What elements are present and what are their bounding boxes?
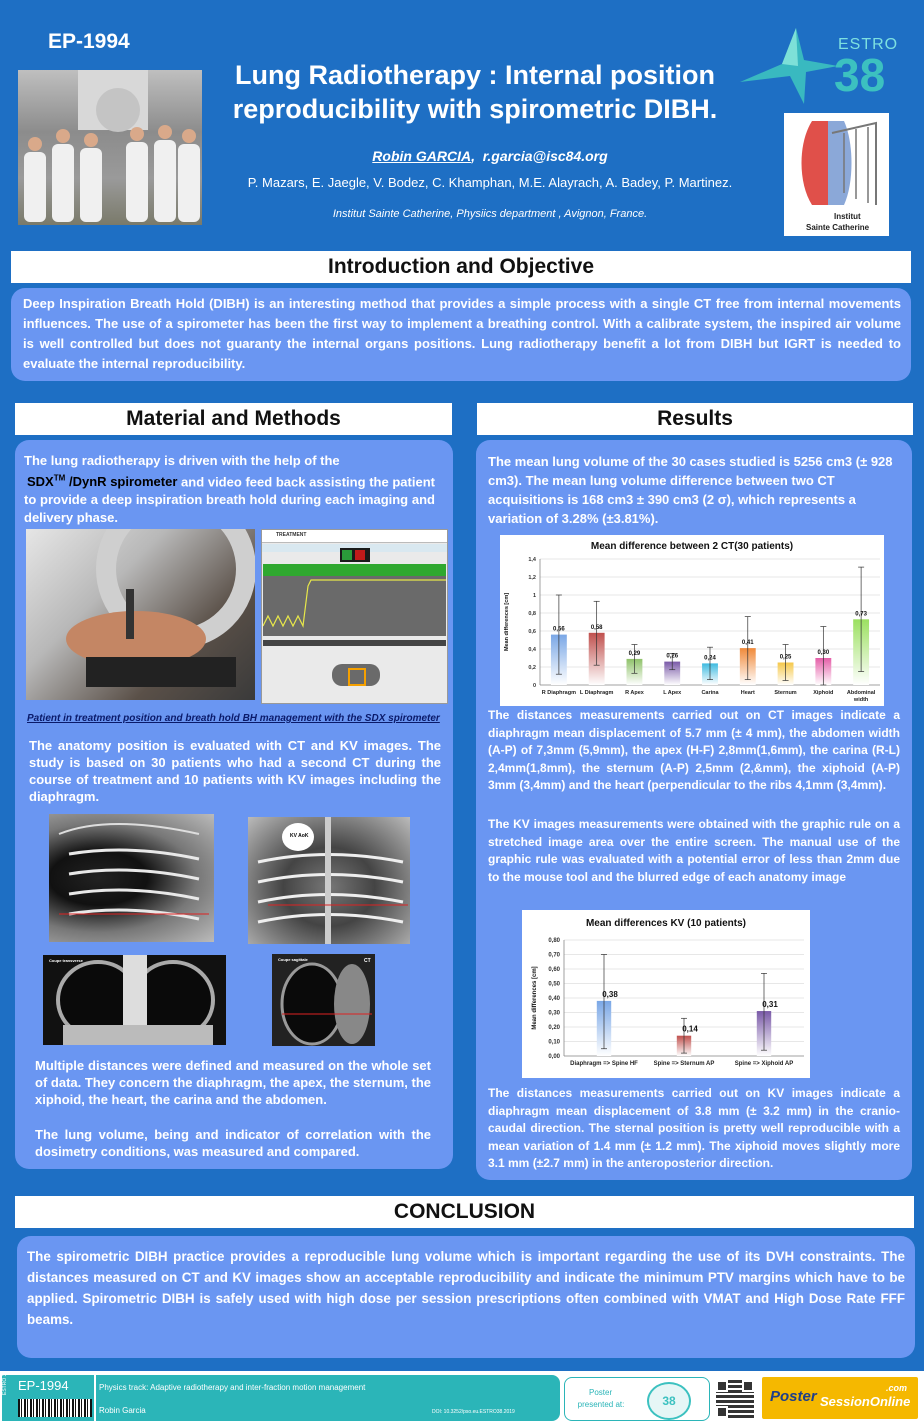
institut-logo-graphic — [784, 113, 889, 213]
x-tick-label: R Apex — [625, 690, 644, 696]
y-tick-label: 0,30 — [548, 1010, 560, 1017]
kv-ap-illustration — [248, 817, 410, 944]
kv-chart — [522, 910, 810, 1078]
poster-session-online-logo[interactable] — [762, 1377, 918, 1419]
x-tick-label: width — [853, 697, 869, 703]
author-list: P. Mazars, E. Jaegle, V. Bodez, C. Khamphan, M.E. Alayrach, A. Badey, P. Martinez. — [247, 175, 733, 190]
y-tick-label: 0,4 — [528, 647, 536, 653]
presented-line2: presented at: — [577, 1400, 625, 1409]
qr-code[interactable] — [716, 1380, 754, 1418]
estro-logo-text: ESTRO — [838, 36, 899, 53]
footer-barcode — [18, 1399, 92, 1417]
institut-logo-line1: Institut — [834, 212, 861, 221]
methods-panel — [15, 440, 453, 1169]
results-p4: The distances measurements carried out on KV images indicate a diaphragm mean displacement of 3.8 mm (± 3.2 mm) in the cranio-caudal direction. The sternal position is pretty well reproducible with a mean variation of 1.4 mm (± 1.2 mm). The xiphoid moves slightly more 3.1 mm (±2.7 mm) in the anteroposterior direction. — [488, 1086, 900, 1170]
patient-photo-illustration — [26, 529, 255, 700]
conclusion-panel — [17, 1236, 915, 1358]
methods-heading: Material and Methods — [15, 403, 452, 435]
y-tick-label: 0,8 — [528, 611, 536, 617]
conclusion-text: The spirometric DIBH practice provides a reproducible lung volume which is important regarding the use of its DVH constraints. The distances measured on CT and KV images show an acceptable reproducibility and indicate the minimum PTV margins which have to be applied. Spirometric DIBH is safely used with high dose per session prescriptions often combined with VMAT and High Dose Rate FFF beams. — [27, 1249, 905, 1327]
results-p3: The KV images measurements were obtained with the graphic rule on a stretched image area over the entire screen. The manual use of the graphic rule was evaluated with a potential error of less than 2mm due to the mouse tool and the blurred edge of each anatomy image — [488, 817, 900, 884]
methods-p2: The anatomy position is evaluated with CT and KV images. The study is based on 30 patients who had a second CT during the course of treatment and 10 patients with KV images including the diaphragm. — [29, 738, 441, 804]
footer-id-box — [2, 1370, 94, 1421]
presented-line1: Poster — [589, 1388, 613, 1397]
y-tick-label: 0,00 — [548, 1054, 560, 1060]
x-tick-label: Spine => Sternum AP — [653, 1061, 715, 1067]
intro-text: Deep Inspiration Breath Hold (DIBH) is an interesting method that provides a simple process with a single CT free from internal movements influences. The use of a spirometer has been the first way to implement a breathing control. With a calibrate system, the inspired air volume is well controlled but does not guaranty the internal organs positions. Lung radiotherapy benefit a lot from DIBH but IGRT is needed to evaluate the internal reproducibility. — [23, 296, 901, 371]
estro38-badge-number: 38 — [662, 1394, 676, 1408]
y-tick-label: 0,40 — [548, 996, 560, 1002]
kv-ap-image — [248, 817, 410, 944]
y-tick-label: 0,50 — [548, 981, 560, 988]
y-tick-label: 0,6 — [528, 629, 536, 635]
data-label: 0,56 — [553, 626, 565, 633]
team-photo-illustration — [18, 70, 202, 225]
data-label: 0,41 — [741, 640, 754, 647]
ct-coronal-slice — [43, 955, 226, 1045]
patient-treatment-photo — [26, 529, 255, 700]
photo-caption: Patient in treatment position and breath hold BH management with the SDX spirometer — [27, 713, 440, 724]
chart-title: Mean differences KV (10 patients) — [585, 918, 747, 929]
y-tick-label: 0,20 — [548, 1025, 560, 1031]
data-label: 0,31 — [762, 1000, 778, 1010]
kv-chart-svg — [522, 910, 810, 1078]
ct-chart-svg — [500, 535, 884, 706]
coupe-sagittale-label: Coupe sagittale — [278, 957, 308, 962]
footer-track-box — [96, 1375, 560, 1421]
x-tick-label: Heart — [740, 690, 755, 696]
y-axis-label: Mean differences [cm] — [504, 592, 510, 652]
methods-p1: The lung radiotherapy is driven with the help of the SDX™ /DynR spirometer and video feed back assisting the patient to provide a deep inspiration breath hold during each imaging and delivery phase. — [24, 453, 435, 526]
footer-track: Physics track: Adaptive radiotherapy and inter-fraction motion management — [99, 1383, 366, 1392]
y-axis-label: Mean differences [cm] — [532, 966, 538, 1030]
methods-p4: The lung volume, being and indicator of correlation with the dosimetry conditions, was measured and compared. — [35, 1127, 431, 1159]
x-tick-label: Xiphoid — [813, 690, 834, 696]
data-label: 0,25 — [779, 654, 792, 661]
x-tick-label: L Diaphragm — [579, 690, 614, 696]
pso-logo-c: .com — [886, 1383, 908, 1393]
x-tick-label: Sternum — [774, 690, 797, 696]
results-p1: The mean lung volume of the 30 cases studied is 5256 cm3 (± 928 cm3). The mean lung volume difference between two CT acquisitions is 168 cm3 ± 390 cm3 (2 σ), which represents a variation of 3.28% (±3.81%). — [488, 454, 893, 526]
results-heading: Results — [477, 403, 913, 435]
ct-coronal-illustration — [49, 814, 214, 942]
y-tick-label: 0,70 — [548, 952, 560, 959]
footer-side-label: ESTRO 38 — [2, 1370, 8, 1395]
ct-coronal-slice-illustration — [43, 955, 226, 1045]
x-tick-label: Abdominal — [846, 690, 876, 696]
ct-slice-label: CT — [364, 958, 371, 964]
spirometer-screen — [261, 529, 448, 704]
title-line-1: Lung Radiotherapy : Internal position — [234, 60, 715, 90]
results-panel — [476, 440, 912, 1180]
x-tick-label: L Apex — [663, 690, 682, 696]
sdx-spirometer-name: SDX™ /DynR spirometer — [27, 474, 178, 490]
pso-logo-b: SessionOnline — [820, 1394, 911, 1409]
presenter-line: Robin GARCIA, r.garcia@isc84.org — [372, 148, 608, 164]
y-tick-label: 1,4 — [528, 557, 536, 563]
x-tick-label: Diaphragm => Spine HF — [570, 1061, 638, 1067]
footer-author: Robin Garcia — [99, 1406, 146, 1415]
institut-logo-line2: Sainte Catherine — [806, 223, 870, 232]
pso-logo-a: Poster — [770, 1388, 817, 1405]
data-label: 0,14 — [682, 1024, 698, 1034]
footer-poster-id: EP-1994 — [18, 1378, 69, 1393]
data-label: 0,29 — [628, 650, 641, 657]
data-label: 0,26 — [666, 653, 679, 660]
y-tick-label: 0,80 — [548, 938, 560, 944]
x-tick-label: Carina — [701, 690, 719, 696]
intro-heading: Introduction and Objective — [11, 251, 911, 283]
footer-bar — [0, 1371, 924, 1423]
y-tick-label: 0 — [532, 683, 536, 689]
title-line-2: reproducibility with spirometric DIBH. — [232, 94, 718, 124]
breathing-trace-area — [263, 576, 446, 636]
presenter-name: Robin GARCIA — [372, 148, 472, 164]
footer-presented-box — [564, 1377, 710, 1421]
kv-image-label: KV AoK — [290, 833, 309, 839]
screen-title: TREATMENT — [276, 532, 307, 538]
y-tick-label: 1,2 — [528, 575, 536, 581]
breath-hold-window — [263, 564, 446, 576]
estro38-badge — [647, 1382, 691, 1420]
y-tick-label: 0,10 — [548, 1039, 560, 1046]
ct-coronal-image — [49, 814, 214, 942]
chart-title: Mean difference between 2 CT(30 patients) — [590, 541, 794, 552]
team-photo — [18, 70, 202, 225]
institution: Institut Sainte Catherine, Physiics department , Avignon, France. — [332, 208, 648, 220]
results-p2: The distances measurements carried out on CT images indicate a diaphragm mean displacement of 5.7 mm (± 4 mm), the abdomen width (A-P) of 7,3mm (5,9mm), the apex (H-F) 2,8mm(1,6mm), the carina (R-L) 2,4mm(1,8mm), the sternum (A-P) 2,5mm (2,&mm), the xiphoid (A-P) 3mm (3,4mm) and the heart (perpendicular to the ribs 4,1mm (3,4mm). — [488, 708, 900, 792]
poster-id: EP-1994 — [48, 30, 130, 53]
intro-panel — [11, 288, 911, 381]
screen-status-indicator — [340, 548, 370, 562]
data-label: 0,58 — [590, 624, 603, 631]
screen-control-button — [332, 664, 380, 686]
y-tick-label: 1 — [532, 593, 536, 599]
x-tick-label: R Diaphragm — [541, 690, 577, 696]
breathing-trace — [263, 576, 446, 636]
ct-sagittal-illustration — [272, 954, 375, 1046]
institut-logo — [784, 113, 889, 236]
data-label: 0,24 — [704, 655, 716, 662]
x-tick-label: Spine => Xiphoid AP — [734, 1061, 794, 1067]
conclusion-heading: CONCLUSION — [15, 1196, 914, 1228]
footer-doi: DOI: 10.3252/pso.eu.ESTRO38.2019 — [432, 1409, 515, 1415]
ct-sagittal-slice — [272, 954, 375, 1046]
poster-title — [205, 58, 745, 126]
estro-logo-number: 38 — [834, 49, 886, 101]
methods-p3: Multiple distances were defined and measured on the whole set of data. They concern the diaphragm, the apex, the sternum, the xiphoid, the heart, the carina and the abdomen. — [35, 1058, 431, 1107]
y-tick-label: 0,2 — [528, 665, 536, 671]
data-label: 0,30 — [817, 650, 830, 656]
estro-logo — [738, 26, 908, 106]
data-label: 0,38 — [602, 989, 618, 999]
data-label: 0,73 — [855, 611, 867, 618]
coupe-transverse-label: Coupe transverse — [49, 958, 83, 963]
presenter-email[interactable]: r.garcia@isc84.org — [482, 148, 608, 164]
y-tick-label: 0,60 — [548, 967, 560, 973]
ct-chart — [500, 535, 884, 706]
